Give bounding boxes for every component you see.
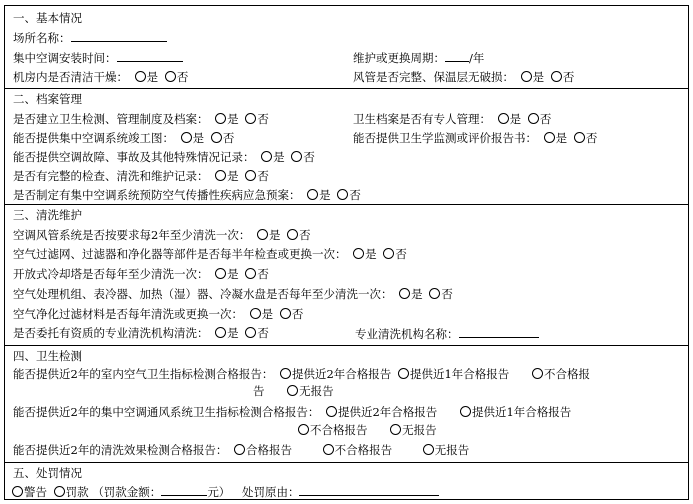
no-label: 否 (539, 112, 552, 126)
yes-label: 是 (555, 131, 568, 145)
opt-unqualified-label: 不合格报告 (334, 443, 393, 457)
maint-cycle-field[interactable] (445, 50, 469, 62)
section-title-cleaning: 三、清洗维护 (13, 208, 82, 222)
radio-yes[interactable] (135, 71, 146, 82)
opt-2y-label: 提供近2年合格报告 (337, 405, 438, 419)
radio-unqualified-report[interactable] (532, 368, 543, 379)
yes-label: 是 (532, 70, 545, 84)
opt-none-label: 无报告 (299, 384, 334, 398)
radio-warning[interactable] (12, 486, 23, 497)
archive-q7-label: 是否制定有集中空调系统预防空气传播性疾病应急预案： (13, 188, 301, 202)
clean-q1-label: 空调风管系统是否按要求每2年至少清洗一次： (13, 228, 251, 242)
radio-2y-report[interactable] (280, 368, 291, 379)
no-label: 否 (585, 131, 598, 145)
radio-yes[interactable] (250, 308, 261, 319)
no-label: 否 (222, 131, 235, 145)
place-name-field[interactable] (71, 30, 167, 42)
no-label: 否 (257, 112, 269, 126)
divider (5, 88, 688, 89)
clean-q5-label: 空气净化过滤材料是否每年清洗或更换一次： (13, 307, 243, 321)
yes-label: 是 (273, 150, 285, 164)
archive-q4-row (353, 131, 597, 145)
radio-no[interactable] (245, 327, 256, 338)
agency-name-row (355, 326, 539, 341)
agency-name-label: 专业清洗机构名称： (355, 327, 459, 341)
archive-q4-label: 能否提供卫生学监测或评价报告书： (353, 131, 537, 145)
radio-2y-report[interactable] (326, 406, 337, 417)
place-name-row (13, 30, 167, 45)
test-q1-row (13, 367, 590, 381)
test-q2-label: 能否提供近2年的集中空调通风系统卫生指标检测合格报告： (13, 405, 320, 419)
test-q1-label: 能否提供近2年的室内空气卫生指标检测合格报告： (13, 367, 274, 381)
no-label: 否 (257, 169, 269, 183)
yes-label: 是 (192, 131, 205, 145)
yes-label: 是 (227, 112, 239, 126)
archive-q5-label: 能否提供空调故障、事故及其他特殊情况记录： (13, 150, 255, 164)
clean-q2-label: 空气过滤网、过滤器和净化器等部件是否每半年检查或更换一次： (13, 247, 347, 261)
opt-none-label: 无报告 (434, 443, 470, 457)
archive-q1-row (13, 112, 269, 126)
agency-name-field[interactable] (459, 326, 539, 338)
yes-label: 是 (509, 112, 522, 126)
clean-q4-label: 空气处理机组、表冷器、加热（湿）器、冷凝水盘是否每年至少清洗一次： (13, 287, 393, 301)
no-label: 否 (562, 70, 575, 84)
yes-label: 是 (261, 307, 274, 321)
fine-amount-field[interactable] (161, 484, 207, 496)
archive-q2-label: 卫生档案是否有专人管理： (353, 112, 491, 126)
yes-label: 是 (319, 188, 331, 202)
radio-no[interactable] (280, 308, 291, 319)
radio-no[interactable] (429, 288, 440, 299)
yes-label: 是 (365, 247, 377, 261)
divider (5, 204, 688, 205)
fine-amount-label: （罚款金额： (92, 485, 162, 499)
radio-no[interactable] (165, 71, 176, 82)
radio-no[interactable] (528, 113, 539, 124)
inspection-form (4, 5, 689, 500)
no-label: 否 (441, 287, 453, 301)
yes-label: 是 (146, 70, 159, 84)
opt-unqualified-label: 不合格报告 (310, 423, 368, 437)
radio-no[interactable] (574, 132, 585, 143)
radio-yes[interactable] (257, 229, 268, 240)
radio-yes[interactable] (215, 327, 226, 338)
radio-yes[interactable] (215, 268, 226, 279)
no-label: 否 (299, 228, 311, 242)
fine-label: 罚款 (65, 485, 89, 499)
no-label: 否 (349, 188, 361, 202)
radio-yes[interactable] (353, 248, 364, 259)
radio-no[interactable] (245, 170, 256, 181)
no-label: 否 (257, 267, 269, 281)
divider (5, 462, 688, 463)
penalty-reason-label: 处罚原由： (241, 485, 300, 499)
install-time-field[interactable] (117, 50, 183, 62)
maint-cycle-row (353, 50, 484, 65)
opt-none-label: 无报告 (402, 423, 437, 437)
maint-cycle-label: 维护或更换周期： (353, 51, 445, 65)
test-q1-row-cont (253, 384, 334, 398)
yes-label: 是 (227, 267, 239, 281)
room-clean-row (13, 70, 188, 84)
clean-q4-row (13, 287, 453, 301)
opt-1y-label: 提供近1年合格报告 (409, 367, 510, 381)
radio-no[interactable] (337, 189, 348, 200)
maint-cycle-unit: /年 (469, 51, 485, 65)
radio-yes[interactable] (307, 189, 318, 200)
radio-yes[interactable] (215, 170, 226, 181)
radio-yes[interactable] (498, 113, 509, 124)
test-q2-row (13, 405, 571, 419)
radio-yes[interactable] (544, 132, 555, 143)
radio-fine[interactable] (54, 486, 65, 497)
radio-yes[interactable] (181, 132, 192, 143)
radio-no[interactable] (551, 71, 562, 82)
section-title-testing: 四、卫生检测 (13, 349, 82, 363)
clean-q6-row (13, 326, 269, 340)
archive-q1-label: 是否建立卫生检测、管理制度及档案： (13, 112, 209, 126)
radio-no[interactable] (287, 229, 298, 240)
radio-no[interactable] (211, 132, 222, 143)
section-title-archives: 二、档案管理 (13, 92, 82, 106)
duct-label: 风管是否完整、保温层无破损： (353, 70, 514, 84)
room-clean-label: 机房内是否清洁干燥： (13, 70, 128, 84)
warning-label: 警告 (24, 485, 47, 499)
no-label: 否 (395, 247, 407, 261)
radio-yes[interactable] (215, 113, 226, 124)
radio-yes[interactable] (399, 288, 410, 299)
radio-unqualified-report[interactable] (298, 424, 309, 435)
duct-row (353, 70, 574, 84)
radio-no-report[interactable] (390, 424, 401, 435)
test-q2-row-cont (295, 423, 437, 437)
radio-no[interactable] (245, 113, 256, 124)
yes-label: 是 (268, 228, 281, 242)
radio-yes[interactable] (261, 151, 272, 162)
archive-q3-row (13, 131, 234, 145)
clean-q1-row (13, 228, 311, 242)
radio-qualified-report[interactable] (234, 444, 245, 455)
install-time-row (13, 50, 183, 65)
archive-q2-row (353, 112, 551, 126)
opt-unqualified-label: 不合格报 (543, 367, 590, 381)
radio-1y-report[interactable] (460, 406, 471, 417)
opt-1y-label: 提供近1年合格报告 (471, 405, 572, 419)
place-name-label: 场所名称： (13, 31, 71, 45)
test-q3-row (13, 443, 469, 457)
test-q3-label: 能否提供近2年的清洗效果检测合格报告： (13, 443, 228, 457)
opt-unqualified-label-cont: 告 (253, 384, 265, 398)
no-label: 否 (303, 150, 315, 164)
radio-unqualified-report[interactable] (323, 444, 334, 455)
no-label: 否 (176, 70, 189, 84)
radio-no-report[interactable] (423, 444, 434, 455)
yes-label: 是 (227, 326, 239, 340)
clean-q6-label: 是否委托有资质的专业清洗机构清洗： (13, 326, 209, 340)
clean-q3-label: 开放式冷却塔是否每年至少清洗一次： (13, 267, 209, 281)
archive-q5-row (13, 150, 315, 164)
opt-qualified-label: 合格报告 (245, 443, 292, 457)
no-label: 否 (257, 326, 269, 340)
archive-q3-label: 能否提供集中空调系统竣工图： (13, 131, 174, 145)
yes-label: 是 (411, 287, 423, 301)
section-title-basic: 一、基本情况 (13, 11, 82, 25)
radio-1y-report[interactable] (398, 368, 409, 379)
no-label: 否 (291, 307, 304, 321)
opt-2y-label: 提供近2年合格报告 (291, 367, 392, 381)
archive-q6-label: 是否有完整的检查、清洗和维护记录： (13, 169, 209, 183)
clean-q2-row (13, 247, 407, 261)
radio-yes[interactable] (521, 71, 532, 82)
install-time-label: 集中空调安装时间： (13, 51, 117, 65)
archive-q6-row (13, 169, 269, 183)
yes-label: 是 (227, 169, 239, 183)
penalty-row (9, 484, 439, 499)
clean-q5-row (13, 307, 303, 321)
radio-no[interactable] (245, 268, 256, 279)
divider (5, 345, 688, 346)
fine-amount-unit: 元） (207, 485, 231, 499)
penalty-reason-field[interactable] (299, 484, 439, 496)
section-title-penalty: 五、处罚情况 (13, 466, 82, 480)
radio-no[interactable] (291, 151, 302, 162)
clean-q3-row (13, 267, 269, 281)
radio-no-report[interactable] (287, 385, 298, 396)
radio-no[interactable] (383, 248, 394, 259)
archive-q7-row (13, 188, 361, 202)
